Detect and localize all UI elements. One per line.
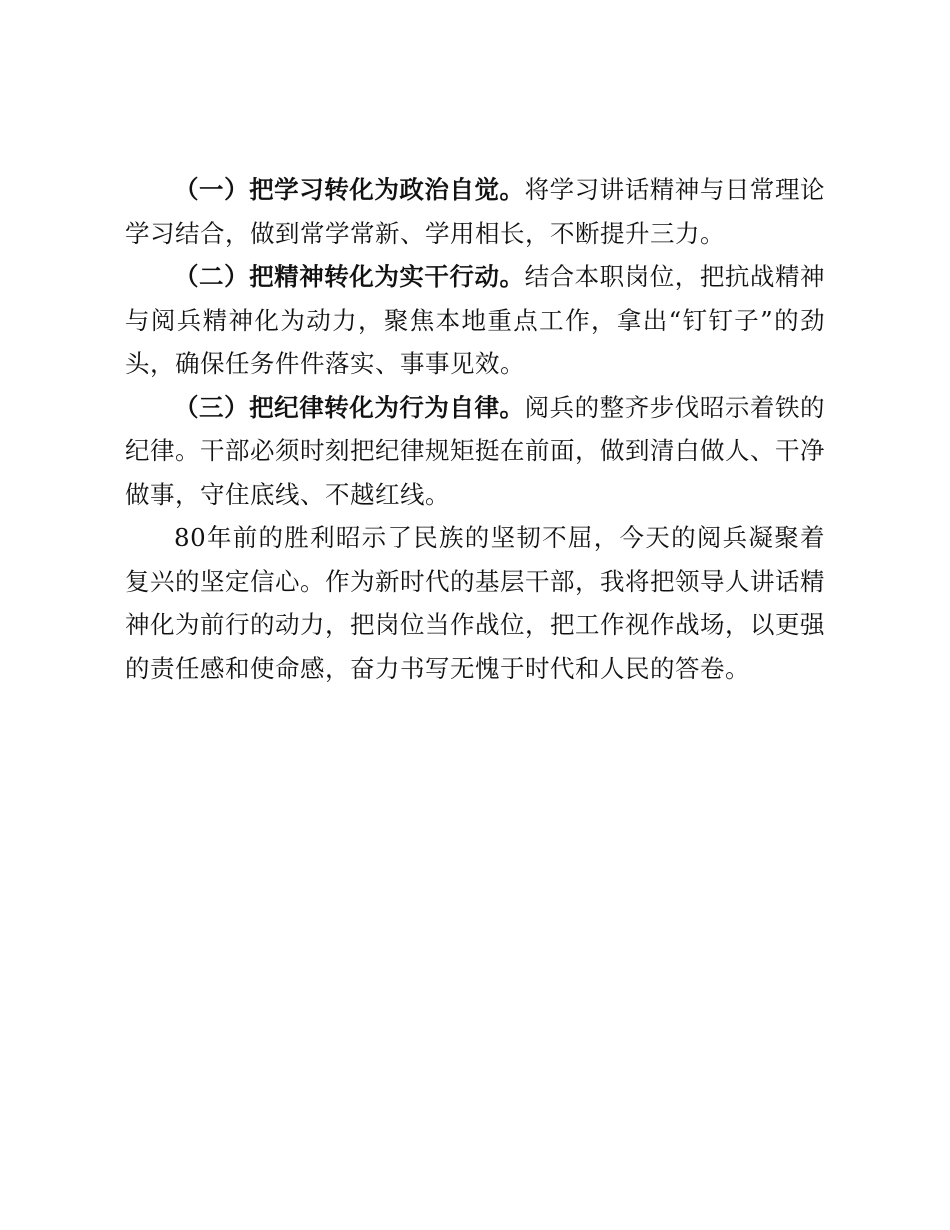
paragraph-1-text: 将学习讲话精神与日常理论学习结合，做到常学常新、学用相长，不断提升三力。 xyxy=(125,175,826,248)
paragraph-1-heading: （一）把学习转化为政治自觉。 xyxy=(174,175,525,204)
paragraph-2-text: 结合本职岗位，把抗战精神与阅兵精神化为动力，聚焦本地重点工作，拿出“钉钉子”的劲头，确保任务件件落实、事事见效。 xyxy=(125,262,826,378)
paragraph-2 xyxy=(125,255,825,386)
paragraph-4-text: 80年前的胜利昭示了民族的坚韧不屈，今天的阅兵凝聚着复兴的坚定信心。作为新时代的基层干部，我将把领导人讲话精神化为前行的动力，把岗位当作战位，把工作视作战场，以更强的责任感和使命感，奋力书写无愧于时代和人民的答卷。 xyxy=(125,523,825,683)
document-body xyxy=(125,168,825,690)
paragraph-2-heading: （二）把精神转化为实干行动。 xyxy=(174,262,525,291)
paragraph-3 xyxy=(125,386,825,517)
paragraph-4 xyxy=(125,516,825,690)
paragraph-3-heading: （三）把纪律转化为行为自律。 xyxy=(174,392,525,422)
paragraph-1 xyxy=(125,168,825,255)
paragraph-3-text: 阅兵的整齐步伐昭示着铁的纪律。干部必须时刻把纪律规矩挺在前面，做到清白做人、干净做事，守住底线、不越红线。 xyxy=(125,392,826,509)
